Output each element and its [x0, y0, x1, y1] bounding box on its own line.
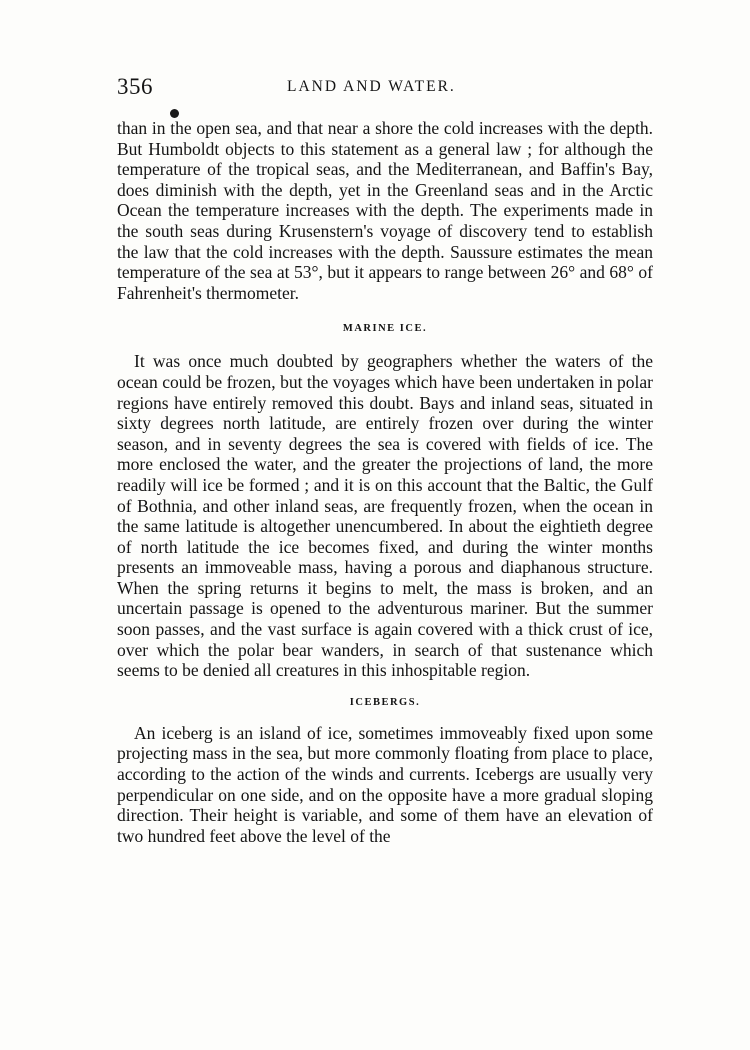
running-title: LAND AND WATER.: [287, 78, 456, 95]
running-head: [117, 74, 653, 104]
ink-spot-mark: [170, 109, 179, 118]
text-column: [117, 118, 653, 846]
paragraph-intro: than in the open sea, and that near a shore the cold increases with the depth. But Humboldt objects to this statement as a general law ; for although the temperature of the tropical seas, and the Mediterranean, and Baffin's Bay, does diminish with the depth, yet in the Greenland seas and in the Arctic Ocean the temperature increases with the depth. The experiments made in the south seas during Krusenstern's voyage of discovery tend to establish the law that the cold increases with the depth. Saussure estimates the mean temperature of the sea at 53°, but it appears to range between 26° and 68° of Fahrenheit's thermometer.: [117, 118, 653, 303]
section-heading-marine-ice: MARINE ICE.: [342, 323, 428, 335]
paragraph-marine-ice: It was once much doubted by geographers whether the waters of the ocean could be frozen, but the voyages which have been undertaken in polar regions have entirely removed this doubt. Bays and inland seas, situated in sixty degrees north latitude, are entirely frozen over during the winter season, and in seventy degrees the sea is covered with fields of ice. The more enclosed the water, and the greater the projections of land, the more readily will ice be formed ; and it is on this account that the Baltic, the Gulf of Bothnia, and other inland seas, are frequently frozen, when the ocean in the same latitude is altogether unencumbered. In about the eightieth degree of north latitude the ice becomes fixed, and during the winter months presents an immoveable mass, having a porous and diaphanous structure. When the spring returns it begins to melt, the mass is broken, and an uncertain passage is opened to the adventurous mariner. But the summer soon passes, and the vast surface is again covered with a thick crust of ice, over which the polar bear wanders, in search of that sustenance which seems to be denied all creatures in this inhospitable region.: [117, 351, 653, 681]
section-heading-icebergs: ICEBERGS.: [349, 696, 421, 708]
page-number: 356: [117, 74, 153, 99]
paragraph-icebergs: An iceberg is an island of ice, sometimes immoveably fixed upon some projecting mass in the sea, but more commonly floating from place to place, according to the action of the winds and currents. Icebergs are usually very perpendicular on one side, and on the opposite have a more gradual sloping direction. Their height is variable, and some of them have an elevation of two hundred feet above the level of the: [117, 722, 653, 846]
